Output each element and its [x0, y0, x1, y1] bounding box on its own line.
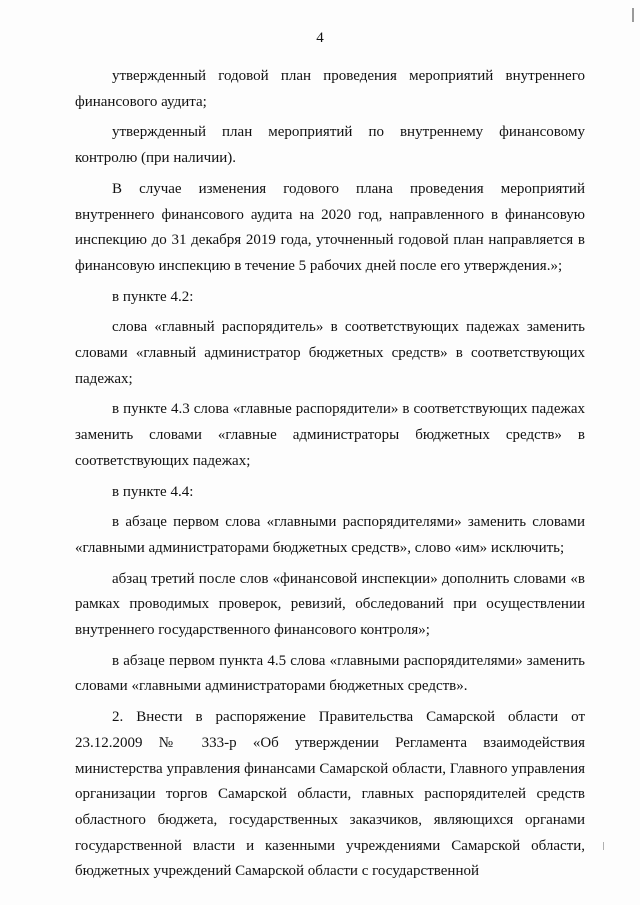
- paragraph-item-2: 2. Внести в распоряжение Правительства Самарской области от 23.12.2009 № 333-р «Об утверждении Регламента взаимодействия министерства управления финансами Самарской области, Главного управления организации торгов Самарской области, главных распорядителей средств областного бюджета, государственных заказчиков, являющихся органами государственной власти и казенными учреждениями Самарской области, бюджетных учреждений Самарской области с государственной: [75, 709, 585, 880]
- paragraph-clause-4-3: в пункте 4.3 слова «главные распорядители» в соответствующих падежах заменить словами «главные администраторы бюджетных средств» в соответствующих падежах;: [75, 401, 585, 469]
- paragraph-clause-4-2-text: слова «главный распорядитель» в соответствующих падежах заменить словами «главный администратор бюджетных средств» в соответствующих падежах;: [75, 319, 585, 387]
- scan-edge-mark: [603, 842, 604, 850]
- page-number: 4: [316, 30, 324, 46]
- document-body: [75, 64, 585, 885]
- paragraph-clause-4-4-first: в абзаце первом слова «главными распорядителями» заменить словами «главными администраторами бюджетных средств», слово «им» исключить;: [75, 514, 585, 556]
- paragraph-plan-change: В случае изменения годового плана проведения мероприятий внутреннего финансового аудита на 2020 год, направленного в финансовую инспекцию до 31 декабря 2019 года, уточненный годовой план направляется в финансовую инспекцию в течение 5 рабочих дней после его утверждения.»;: [75, 180, 585, 274]
- scan-edge-mark: [632, 8, 634, 22]
- paragraph-clause-4-2: в пункте 4.2:: [112, 288, 194, 305]
- paragraph-audit-plan: утвержденный годовой план проведения мероприятий внутреннего финансового аудита;: [75, 68, 585, 110]
- paragraph-clause-4-4: в пункте 4.4:: [112, 483, 194, 500]
- paragraph-control-plan: утвержденный план мероприятий по внутреннему финансовому контролю (при наличии).: [75, 124, 585, 167]
- paragraph-clause-4-4-third: абзац третий после слов «финансовой инспекции» дополнить словами «в рамках проводимых проверок, ревизий, обследований при осуществлении внутреннего государственного финансового контроля»;: [75, 570, 585, 639]
- paragraph-clause-4-5: в абзаце первом пункта 4.5 слова «главными распорядителями» заменить словами «главными администраторами бюджетных средств».: [75, 652, 585, 695]
